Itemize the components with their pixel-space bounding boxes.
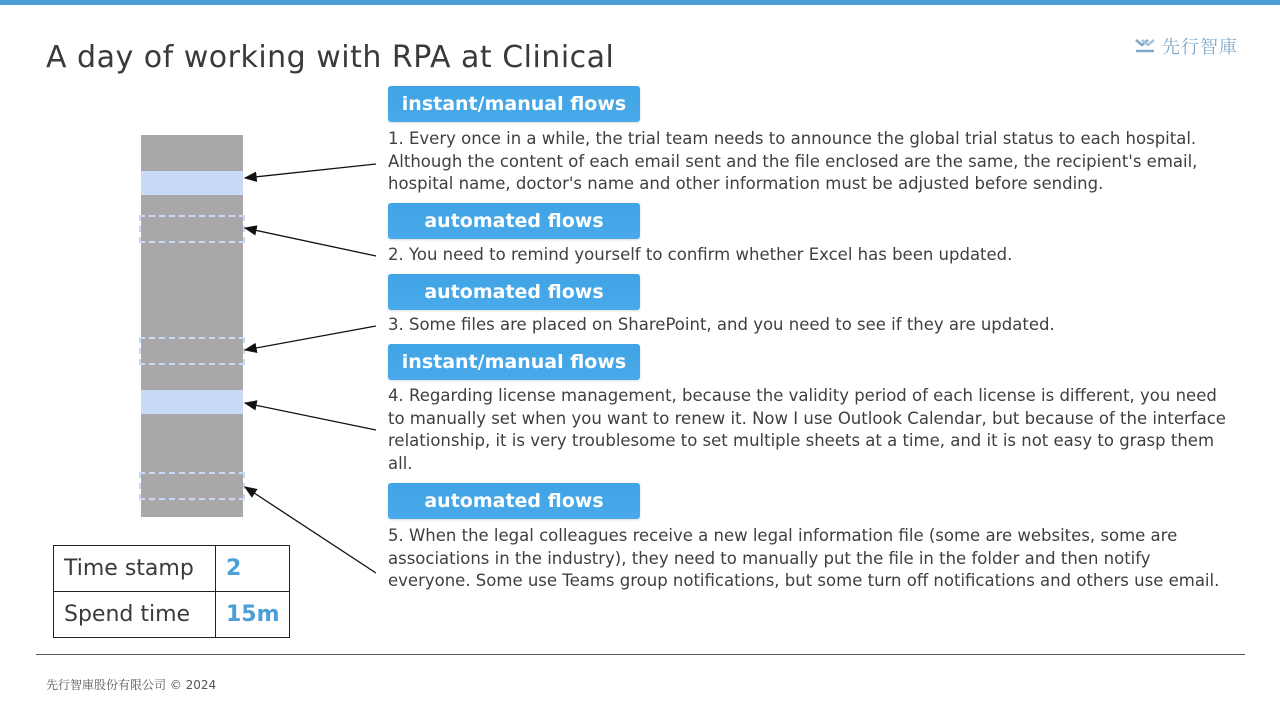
time-stamp-value: 2 (216, 546, 290, 592)
item-description-2: 2. You need to remind yourself to confirm whether Excel has been updated. (388, 245, 1013, 264)
logo-text: 先行智庫 (1162, 37, 1238, 58)
footer-divider (36, 654, 1245, 655)
item-description-4: 4. Regarding license management, because the validity period of each license is different, you need to manually set when you want to renew it. Now I use Outlook Calendar, but because of the interface relationship, it is very troublesome to set multiple sheets at a time, and it is not easy to grasp them all. (388, 386, 1226, 473)
top-accent-bar (0, 0, 1280, 5)
logo-chevrons-icon (1134, 36, 1156, 56)
flow-tag-3: automated flows (388, 274, 640, 310)
flow-tag-4: instant/manual flows (388, 344, 640, 380)
item-description-1: 1. Every once in a while, the trial team needs to announce the global trial status to each hospital. Although the content of each email sent and the file enclosed are the same, the recipient's email, hospital name, doctor's name and other information must be adjusted before sending. (388, 129, 1198, 193)
timeline-segment-1 (141, 171, 243, 195)
arrow-2 (245, 228, 376, 256)
flow-tag-1: instant/manual flows (388, 86, 640, 122)
day-timeline-bar (141, 135, 243, 517)
time-stamp-label: Time stamp (54, 546, 216, 592)
item-description-3: 3. Some files are placed on SharePoint, and you need to see if they are updated. (388, 315, 1055, 334)
time-stamp-row (54, 546, 290, 592)
flow-tag-5: automated flows (388, 483, 640, 519)
spend-time-value: 15m (216, 592, 290, 638)
timeline-segment-2 (139, 215, 245, 243)
arrow-1 (245, 164, 376, 178)
timeline-segment-4 (141, 390, 243, 414)
arrow-3 (245, 326, 376, 350)
timeline-segment-5 (139, 472, 245, 500)
item-description-5: 5. When the legal colleagues receive a new legal information file (some are websites, some are associations in the industry), they need to manually put the file in the folder and then notify everyone. Some use Teams group notifications, but some turn off notifications and others use email. (388, 526, 1220, 590)
timeline-segment-3 (139, 337, 245, 365)
spend-time-label: Spend time (54, 592, 216, 638)
footer-copyright: 先行智庫股份有限公司 © 2024 (46, 678, 217, 692)
flow-tag-2: automated flows (388, 203, 640, 239)
arrow-4 (245, 403, 376, 430)
time-stats-table (53, 545, 290, 638)
spend-time-row (54, 592, 290, 638)
brand-logo (1134, 32, 1238, 60)
slide-title: A day of working with RPA at Clinical (46, 40, 615, 75)
